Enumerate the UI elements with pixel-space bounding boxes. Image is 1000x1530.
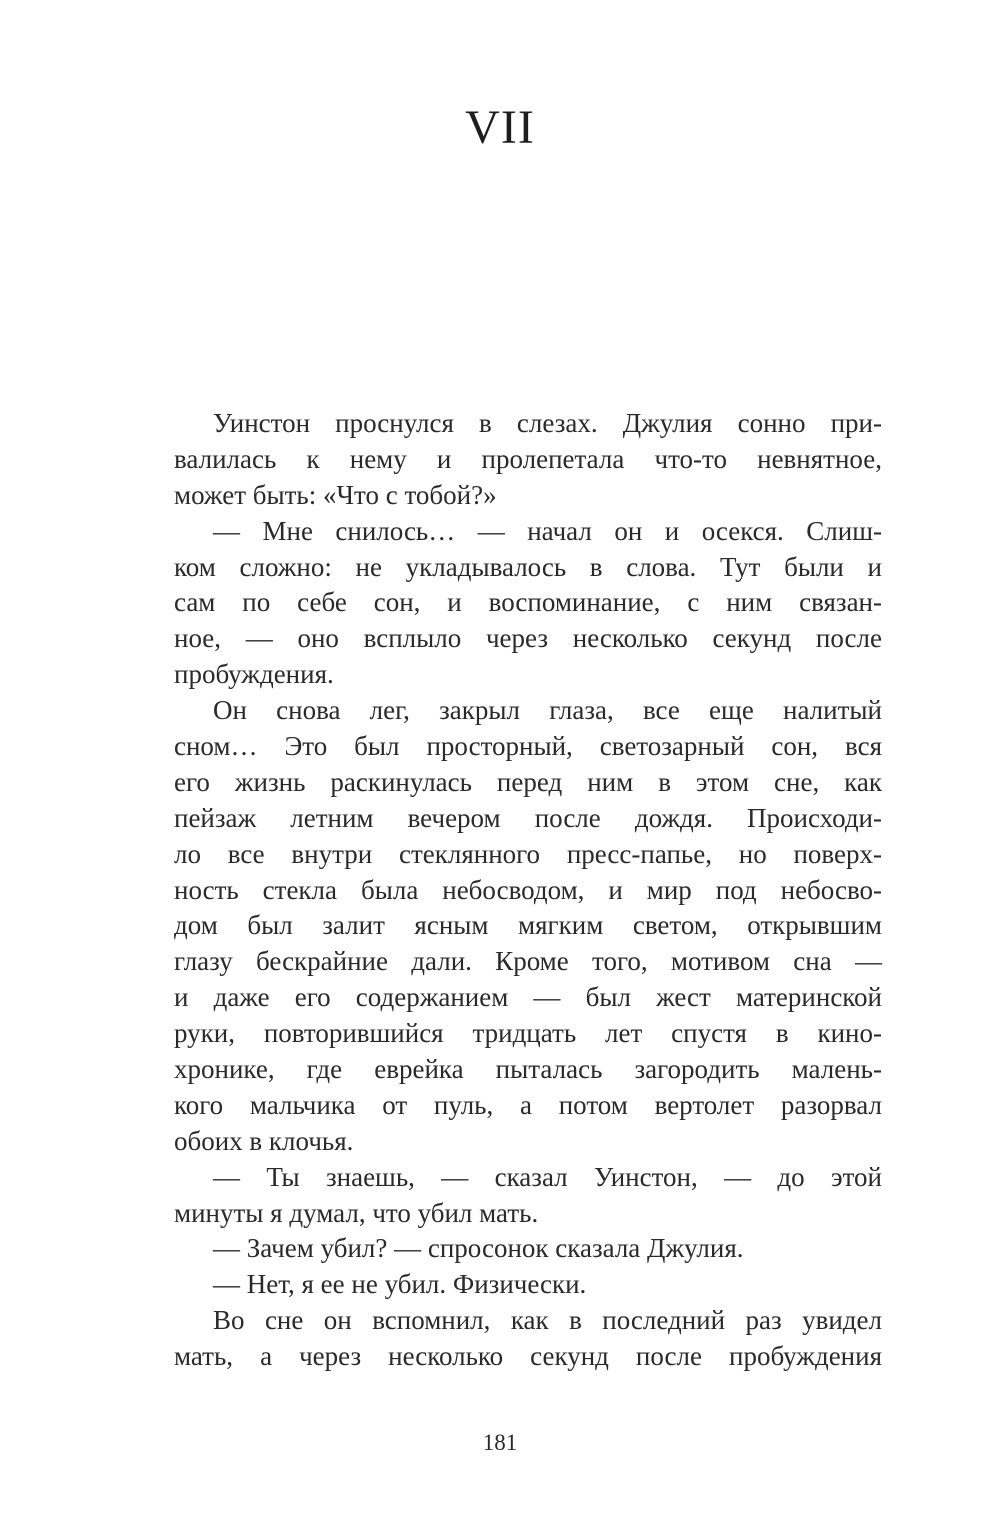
text-line: руки, повторившийся тридцать лет спустя в кино- <box>174 1018 882 1049</box>
text-line: кого мальчика от пуль, а потом вертолет разорвал <box>174 1089 882 1120</box>
text-line: Уинстон проснулся в слезах. Джулия сонно при- <box>213 408 882 438</box>
text-line: минуты я думал, что убил мать. <box>174 1197 539 1228</box>
text-line: Во сне он вспомнил, как в последний раз увидел <box>213 1305 882 1336</box>
text-line: обоих в клочья. <box>174 1125 354 1156</box>
text-line: может быть: «Что с тобой?» <box>174 479 497 510</box>
chapter-title: VII <box>465 101 535 154</box>
text-line: — Ты знаешь, — сказал Уинстон, — до этой <box>213 1161 882 1192</box>
text-line: ность стекла была небосводом, и мир под небосво- <box>174 874 882 905</box>
text-line: — Зачем убил? — спросонок сказала Джулия. <box>213 1233 744 1264</box>
page-number: 181 <box>482 1430 518 1455</box>
text-line: — Нет, я ее не убил. Физически. <box>213 1269 587 1300</box>
text-line: и даже его содержанием — был жест материнской <box>174 982 882 1013</box>
text-line: ком сложно: не укладывалось в слова. Тут были и <box>174 551 882 582</box>
text-line: сам по себе сон, и воспоминание, с ним связан- <box>174 587 882 618</box>
text-line: валилась к нему и пролепетала что-то невнятное, <box>174 443 882 474</box>
text-line: пробуждения. <box>174 659 334 690</box>
text-line: его жизнь раскинулась перед ним в этом сне, как <box>174 766 882 797</box>
text-line: ное, — оно всплыло через несколько секунд после <box>174 623 882 654</box>
text-line: ло все внутри стеклянного пресс-папье, но поверх- <box>174 838 882 869</box>
text-line: глазу бескрайние дали. Кроме того, мотивом сна — <box>174 946 882 977</box>
text-line: хронике, где еврейка пыталась загородить малень- <box>174 1054 882 1085</box>
text-line: пейзаж летним вечером после дождя. Происходи- <box>174 802 882 833</box>
text-line: — Мне снилось… — начал он и осекся. Слиш- <box>213 515 882 546</box>
text-line: сном… Это был просторный, светозарный сон, вся <box>174 731 882 762</box>
text-line: дом был залит ясным мягким светом, открывшим <box>174 910 882 941</box>
text-line: мать, а через несколько секунд после пробуждения <box>174 1341 882 1372</box>
body-text <box>174 406 882 1375</box>
text-line: Он снова лег, закрыл глаза, все еще налитый <box>213 695 882 726</box>
